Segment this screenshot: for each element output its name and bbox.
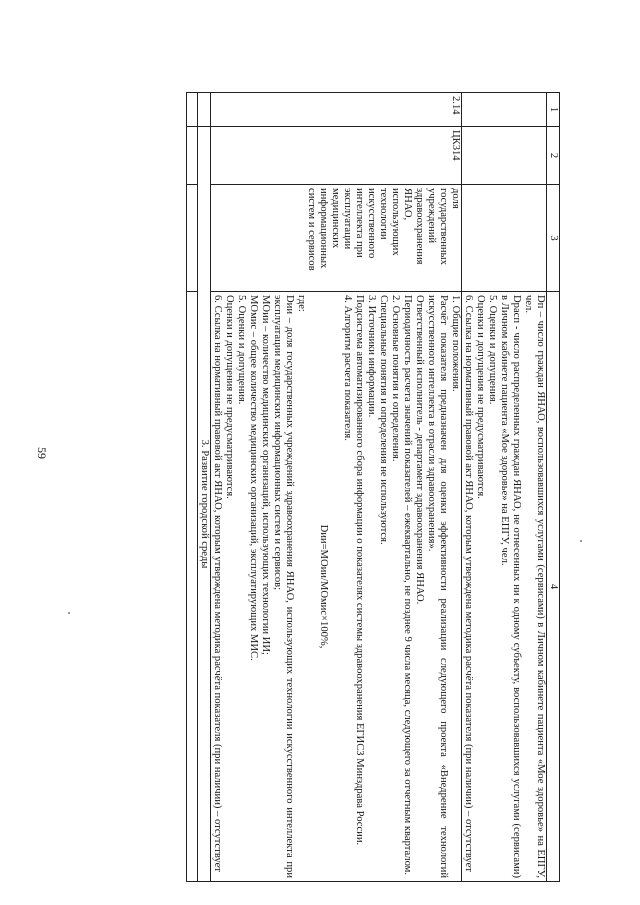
indicator-table [186,92,560,882]
where-label: где: [296,295,307,312]
section-row [198,93,211,882]
definition-line: Dии – доля государственных учреждений здравоохранения ЯНАО, использующих технологии искусственного интеллекта при эксплуатации медицинских информационных систем и сервисов; [272,295,295,878]
section-title: 3. Развитие городской среды [198,127,211,882]
definition-line: MOии – количество медицинских организаций, использующих технологии ИИ; [260,295,271,655]
method-line: Периодичность расчета значений показателей – ежеквартально, не позднее 9 числа месяца, следующего за отчетным кварталом. [402,295,413,876]
method-line: Dп – число граждан ЯНАО, воспользовавшихся услугами (сервисами) в Личном кабинете пациента «Мое здоровье» на ЕПГУ, чел. [523,295,546,878]
method-line: Ответственный исполнитель - департамент здравоохранения ЯНАО. [414,295,425,605]
scan-speck [580,540,582,542]
indicator-name: доля государственных учреждений здравоохранения ЯНАО, использующих технологии искусственного интеллекта при эксплуатации медицинских информационных систем и сервисов [211,185,462,292]
cell-method-2-14 [211,292,462,882]
definition-line: 6. Ссылка на нормативный правовой акт ЯНАО, которым утверждена методика расчёта показателя (при наличии) – отсутствует [212,295,223,872]
method-line: 4. Алгоритм расчета показателя. [342,295,353,441]
method-line: Оценки и допущения не предусматриваются. [475,295,486,499]
cell-empty [187,127,198,185]
header-col-1: 1 [547,93,560,127]
page-number: 59 [35,447,49,459]
method-line: 5. Оценки и допущения. [487,295,498,405]
table-header-row [547,93,560,882]
formula: Dии=MOии/MOмис×100%, [318,524,329,649]
cell-empty [462,185,547,292]
method-line: 3. Источники информации. [366,295,377,418]
method-line: Подсистема автоматизированного сбора информации о показателях системы здравоохранения ЕГИСЗ Минздрава России. [354,295,365,846]
header-col-3: 3 [547,185,560,292]
cell-empty [462,127,547,185]
table-row-blank [187,93,198,882]
method-line: Расчёт показателя предназначен для оценки эффективности реализации следующего проекта «Внедрение технологий искусственного интеллекта в отрасли здравоохранения». [426,295,449,878]
indicator-code: ЦК314 [211,127,462,185]
scan-speck [68,612,70,614]
method-line: 1. Общие положения. [450,295,461,392]
cell-empty [187,292,198,882]
cell-empty [187,93,198,127]
header-col-4: 4 [547,292,560,882]
definition-line: Оценки и допущения не предусматриваются. [224,295,235,499]
cell-empty [187,185,198,292]
definition-line: 5. Оценки и допущения. [236,295,247,405]
method-line: Dрасп - число распределенных граждан ЯНАО, не отнесенных ни к одному субъекту, воспользовавшихся услугами (сервисами) в Личном кабинете пациента «Мое здоровье» на ЕПГУ, чел. [499,295,522,878]
header-col-2: 2 [547,127,560,185]
rotated-page-content [110,92,560,882]
table-row-continuation [462,93,547,882]
method-line: Специальные понятия и определения не используются. [378,295,389,545]
table-row-2-14 [211,93,462,882]
definition-line: MOмис – общее количество медицинских организаций, эксплуатирующих МИС. [248,295,259,661]
cell-method-continuation [462,292,547,882]
cell-empty [462,93,547,127]
method-line: 2. Основные понятия и определения. [390,295,401,462]
cell-empty [198,93,211,127]
row-number: 2.14 [211,93,462,127]
method-line: 6. Ссылка на нормативный правовой акт ЯНАО, которым утверждена методика расчёта показателя (при наличии) – отсутствует [463,295,474,872]
